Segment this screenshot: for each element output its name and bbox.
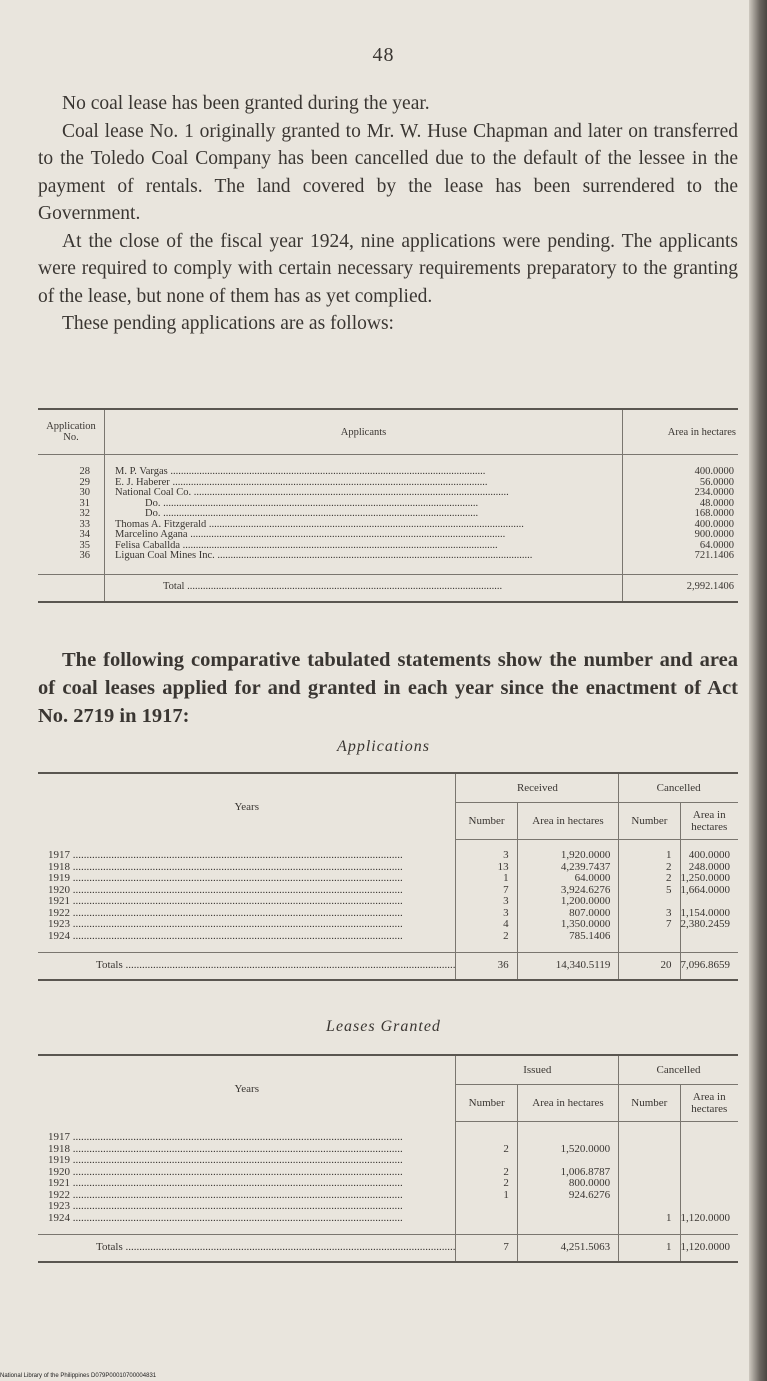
area-value: 48.0000 bbox=[623, 499, 739, 510]
number-value: 2 bbox=[619, 862, 680, 874]
year-label: 1924 ..... bbox=[48, 931, 403, 942]
column-header-area: Area in hectares bbox=[517, 803, 619, 840]
total-area: 7,096.8659 bbox=[680, 953, 738, 981]
number-value: 2 bbox=[503, 1142, 509, 1155]
number-value: 1 bbox=[619, 850, 680, 862]
area-value bbox=[517, 1155, 618, 1167]
applicant-name: National Coal Co. ..... bbox=[115, 488, 509, 498]
paragraph: Coal lease No. 1 originally granted to Mr. W. Huse Chapman and later on transferred to the Toledo Coal Company has been cancelled due to the default of the lessee in the payment of rentals. The land covered by the lease has been surrendered to the Government. bbox=[38, 120, 738, 224]
scan-footer: National Library of the Philippines D079P00010700004831 bbox=[0, 1373, 157, 1379]
area-value: 721.1406 bbox=[623, 551, 739, 562]
applications-table bbox=[38, 772, 738, 981]
applicant-name: Marcelino Agana ..... bbox=[115, 530, 505, 540]
column-header-area: Area in hectares bbox=[680, 1085, 738, 1122]
table-row bbox=[38, 908, 738, 920]
number-value: 3 bbox=[619, 908, 680, 920]
number-value bbox=[619, 1201, 680, 1213]
spacer-row bbox=[38, 562, 738, 575]
area-value: 1,200.0000 bbox=[517, 896, 619, 908]
year-label: 1920 ..... bbox=[48, 885, 403, 896]
applicant-cell bbox=[105, 551, 623, 562]
year-cell bbox=[38, 896, 456, 908]
number-value bbox=[619, 931, 680, 943]
area-value bbox=[680, 1144, 738, 1156]
year-label: 1922 ..... bbox=[48, 1190, 403, 1201]
table-row bbox=[38, 520, 738, 531]
totals-label: Totals ..... bbox=[96, 959, 455, 971]
number-value: 1 bbox=[503, 1188, 509, 1201]
area-value bbox=[680, 896, 738, 908]
year-cell bbox=[38, 1190, 456, 1202]
number-value: 2 bbox=[503, 929, 509, 942]
area-value: 807.0000 bbox=[517, 908, 619, 920]
area-value bbox=[517, 1213, 618, 1225]
area-value: 1,664.0000 bbox=[680, 885, 738, 897]
area-value: 400.0000 bbox=[680, 850, 738, 862]
applicant-name: Felisa Caballda ..... bbox=[115, 541, 498, 551]
year-cell bbox=[38, 1144, 456, 1156]
number-value: 2 bbox=[503, 1165, 509, 1178]
application-number: 36 bbox=[38, 551, 105, 562]
number-value: 2 bbox=[619, 873, 680, 885]
applicant-cell bbox=[105, 467, 623, 478]
applicant-cell bbox=[105, 499, 623, 510]
area-value: 64.0000 bbox=[623, 541, 739, 552]
year-cell bbox=[38, 1167, 456, 1179]
application-number: 35 bbox=[38, 541, 105, 552]
number-value: 1 bbox=[619, 1213, 680, 1225]
number-value: 7 bbox=[619, 919, 680, 931]
area-value: 1,006.8787 bbox=[517, 1167, 618, 1179]
table-row bbox=[38, 551, 738, 562]
year-cell bbox=[38, 1132, 456, 1144]
application-number: 33 bbox=[38, 520, 105, 531]
year-cell bbox=[38, 1178, 456, 1190]
column-group-cancelled: Cancelled bbox=[619, 773, 738, 803]
number-value bbox=[456, 1201, 517, 1213]
area-value: 400.0000 bbox=[623, 467, 739, 478]
total-area: 2,992.1406 bbox=[623, 574, 739, 602]
totals-label-cell bbox=[38, 953, 456, 981]
table-row bbox=[38, 1201, 738, 1213]
table-row bbox=[38, 1190, 738, 1202]
area-value: 4,239.7437 bbox=[517, 862, 619, 874]
column-header-number: Number bbox=[619, 1085, 680, 1122]
year-label: 1921 ..... bbox=[48, 1178, 403, 1189]
table-row bbox=[38, 499, 738, 510]
application-number: 31 bbox=[38, 499, 105, 510]
total-number: 20 bbox=[619, 953, 680, 981]
table-row bbox=[38, 1213, 738, 1225]
area-value: 924.6276 bbox=[517, 1190, 618, 1202]
number-value: 1 bbox=[503, 872, 509, 884]
number-value bbox=[456, 1155, 517, 1167]
table-row bbox=[38, 530, 738, 541]
number-value: 3 bbox=[503, 906, 509, 919]
year-label: 1923 ..... bbox=[48, 919, 403, 930]
pending-applications-table bbox=[38, 408, 738, 603]
area-value: 168.0000 bbox=[623, 509, 739, 520]
total-area: 14,340.5119 bbox=[517, 953, 619, 981]
area-value: 900.0000 bbox=[623, 530, 739, 541]
table-row bbox=[38, 1132, 738, 1144]
area-value: 56.0000 bbox=[623, 478, 739, 489]
table-row bbox=[38, 850, 738, 862]
table-row bbox=[38, 931, 738, 943]
table-row bbox=[38, 1155, 738, 1167]
column-header-years: Years bbox=[38, 773, 456, 840]
table-row bbox=[38, 467, 738, 478]
applicant-name: Thomas A. Fitzgerald ..... bbox=[115, 520, 524, 530]
year-cell bbox=[38, 873, 456, 885]
area-value: 3,924.6276 bbox=[517, 885, 619, 897]
year-cell bbox=[38, 1213, 456, 1225]
application-number: 29 bbox=[38, 478, 105, 489]
year-label: 1923 ..... bbox=[48, 1201, 403, 1212]
year-cell bbox=[38, 1155, 456, 1167]
number-value bbox=[619, 896, 680, 908]
applicant-name: Do. ..... bbox=[145, 499, 478, 509]
applicant-cell bbox=[105, 488, 623, 499]
table-row bbox=[38, 488, 738, 499]
total-number: 1 bbox=[619, 1235, 680, 1263]
year-cell bbox=[38, 850, 456, 862]
area-value: 2,380.2459 bbox=[680, 919, 738, 931]
area-value bbox=[680, 1190, 738, 1202]
column-header-years: Years bbox=[38, 1055, 456, 1122]
year-label: 1924 ..... bbox=[48, 1213, 403, 1224]
applicant-cell bbox=[105, 530, 623, 541]
column-header-app-no: Application No. bbox=[38, 409, 105, 455]
number-value bbox=[619, 1155, 680, 1167]
table-row bbox=[38, 896, 738, 908]
column-header-area: Area in hectares bbox=[517, 1085, 618, 1122]
table-row bbox=[38, 541, 738, 552]
column-header-area: Area in hectares bbox=[680, 803, 738, 840]
number-value bbox=[619, 1178, 680, 1190]
table-row bbox=[38, 1144, 738, 1156]
column-group-issued: Issued bbox=[456, 1055, 619, 1085]
column-group-received: Received bbox=[456, 773, 619, 803]
column-header-area: Area in hectares bbox=[623, 409, 739, 455]
number-value: 2 bbox=[503, 1177, 509, 1189]
number-value: 13 bbox=[497, 860, 509, 873]
number-value: 3 bbox=[503, 849, 509, 861]
spacer-row bbox=[38, 1122, 738, 1133]
applicant-cell bbox=[105, 478, 623, 489]
number-value bbox=[456, 1132, 517, 1144]
total-number: 7 bbox=[456, 1235, 517, 1263]
year-label: 1917 ..... bbox=[48, 850, 403, 861]
column-header-number: Number bbox=[456, 1085, 517, 1122]
table-row bbox=[38, 919, 738, 931]
area-value: 1,920.0000 bbox=[517, 850, 619, 862]
number-value bbox=[619, 1144, 680, 1156]
year-cell bbox=[38, 862, 456, 874]
area-value bbox=[517, 1201, 618, 1213]
spacer-row bbox=[38, 1224, 738, 1235]
number-value bbox=[619, 1167, 680, 1179]
area-value: 1,350.0000 bbox=[517, 919, 619, 931]
leases-granted-table bbox=[38, 1054, 738, 1263]
applicant-name: Liguan Coal Mines Inc. ..... bbox=[115, 551, 532, 561]
applicant-name: M. P. Vargas ..... bbox=[115, 467, 485, 477]
applicant-cell bbox=[105, 520, 623, 531]
table-row bbox=[38, 862, 738, 874]
area-value: 1,120.0000 bbox=[680, 1213, 738, 1225]
applicant-name: E. J. Haberer ..... bbox=[115, 478, 487, 488]
area-value: 400.0000 bbox=[623, 520, 739, 531]
area-value: 1,154.0000 bbox=[680, 908, 738, 920]
area-value: 234.0000 bbox=[623, 488, 739, 499]
applications-title: Applications bbox=[337, 738, 430, 755]
number-value: 4 bbox=[503, 918, 509, 930]
comparative-text bbox=[38, 646, 738, 730]
area-value: 1,520.0000 bbox=[517, 1144, 618, 1156]
totals-row bbox=[38, 953, 738, 981]
table-row bbox=[38, 509, 738, 520]
table-row bbox=[38, 885, 738, 897]
column-header-number: Number bbox=[456, 803, 517, 840]
area-value: 1,250.0000 bbox=[680, 873, 738, 885]
total-area: 4,251.5063 bbox=[517, 1235, 618, 1263]
applicant-name: Do. ..... bbox=[145, 509, 478, 519]
table-row bbox=[38, 1178, 738, 1190]
total-row bbox=[38, 574, 738, 602]
number-value: 7 bbox=[503, 883, 509, 896]
area-value bbox=[680, 1178, 738, 1190]
totals-row bbox=[38, 1235, 738, 1263]
total-number: 36 bbox=[456, 953, 517, 981]
year-cell bbox=[38, 1201, 456, 1213]
year-label: 1917 ..... bbox=[48, 1132, 403, 1143]
area-value bbox=[680, 931, 738, 943]
applicant-cell bbox=[105, 509, 623, 520]
year-label: 1918 ..... bbox=[48, 1144, 403, 1155]
year-label: 1919 ..... bbox=[48, 1155, 403, 1166]
blank-cell bbox=[38, 574, 105, 602]
page-number: 48 bbox=[372, 44, 395, 66]
area-value bbox=[517, 1132, 618, 1144]
area-value: 785.1406 bbox=[517, 931, 619, 943]
application-number: 28 bbox=[38, 467, 105, 478]
number-value bbox=[619, 1190, 680, 1202]
spacer-row bbox=[38, 942, 738, 953]
paragraph: The following comparative tabulated statements show the number and area of coal leases applied for and granted in each year since the enactment of Act No. 2719 in 1917: bbox=[38, 649, 738, 727]
table-row bbox=[38, 1167, 738, 1179]
table-row bbox=[38, 478, 738, 489]
applicant-cell bbox=[105, 541, 623, 552]
column-group-cancelled: Cancelled bbox=[619, 1055, 738, 1085]
total-area: 1,120.0000 bbox=[680, 1235, 738, 1263]
totals-label-cell bbox=[38, 1235, 456, 1263]
total-label: Total ..... bbox=[163, 581, 502, 592]
area-value bbox=[680, 1167, 738, 1179]
year-label: 1919 ..... bbox=[48, 873, 403, 884]
total-label-cell bbox=[105, 574, 623, 602]
number-value bbox=[619, 1132, 680, 1144]
area-value bbox=[680, 1132, 738, 1144]
year-label: 1920 ..... bbox=[48, 1167, 403, 1178]
year-cell bbox=[38, 908, 456, 920]
totals-label: Totals ..... bbox=[96, 1241, 455, 1253]
year-label: 1918 ..... bbox=[48, 862, 403, 873]
paragraph: No coal lease has been granted during the year. bbox=[62, 93, 430, 114]
area-value: 800.0000 bbox=[517, 1178, 618, 1190]
area-value bbox=[680, 1155, 738, 1167]
column-header-number: Number bbox=[619, 803, 680, 840]
year-cell bbox=[38, 931, 456, 943]
intro-text bbox=[38, 90, 738, 338]
application-number: 30 bbox=[38, 488, 105, 499]
spacer-row bbox=[38, 840, 738, 851]
number-value bbox=[456, 1213, 517, 1225]
paragraph: At the close of the fiscal year 1924, nine applications were pending. The applicants were required to comply with certain necessary requirements preparatory to the granting of the lease, but none of them has as yet complied. bbox=[38, 230, 738, 307]
number-value: 3 bbox=[503, 895, 509, 907]
year-label: 1921 ..... bbox=[48, 896, 403, 907]
table-row bbox=[38, 873, 738, 885]
area-value bbox=[680, 1201, 738, 1213]
number-value: 5 bbox=[619, 885, 680, 897]
year-label: 1922 ..... bbox=[48, 908, 403, 919]
year-cell bbox=[38, 885, 456, 897]
page-edge-shadow bbox=[749, 0, 767, 1381]
application-number: 32 bbox=[38, 509, 105, 520]
area-value: 248.0000 bbox=[680, 862, 738, 874]
leases-title: Leases Granted bbox=[326, 1018, 441, 1035]
column-header-applicants: Applicants bbox=[105, 409, 623, 455]
paragraph: These pending applications are as follows: bbox=[62, 313, 394, 334]
area-value: 64.0000 bbox=[517, 873, 619, 885]
year-cell bbox=[38, 919, 456, 931]
application-number: 34 bbox=[38, 530, 105, 541]
